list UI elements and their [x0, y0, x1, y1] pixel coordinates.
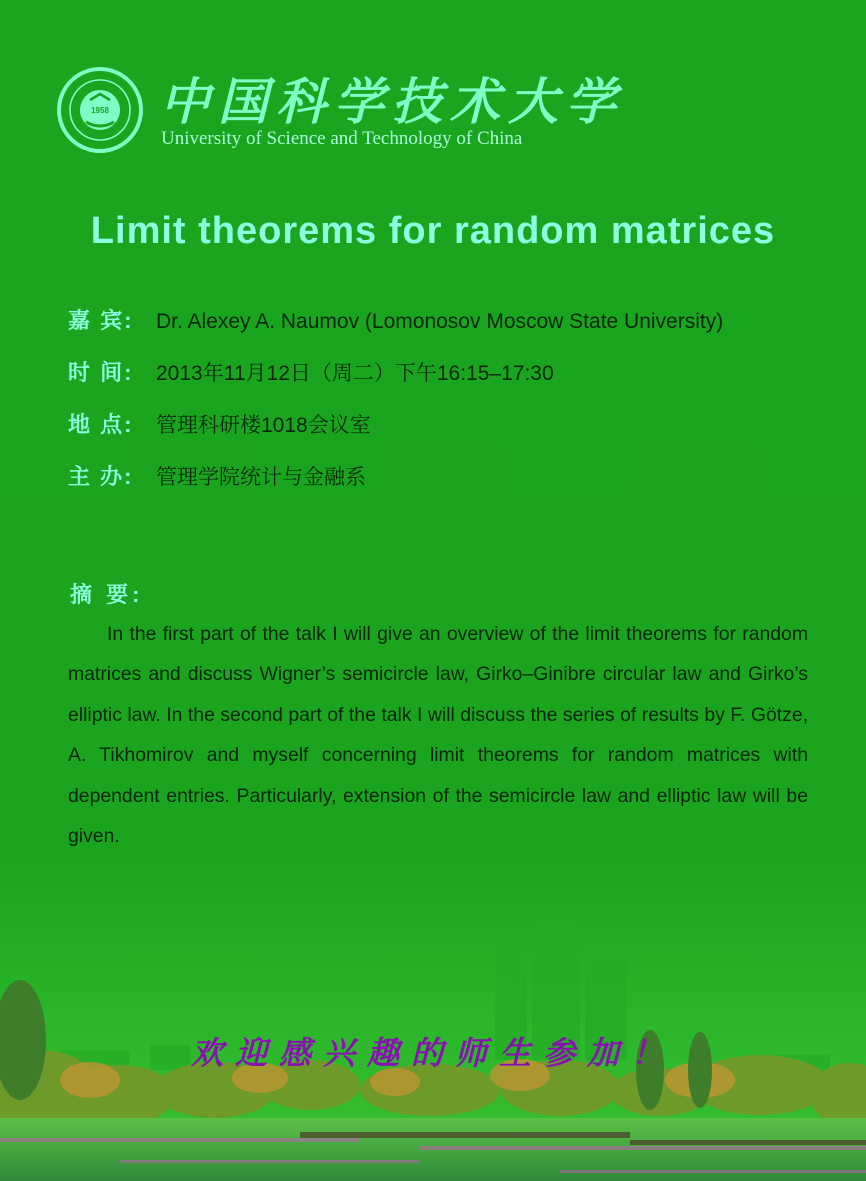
info-row-host — [68, 460, 366, 492]
abstract-label: 摘 要: — [70, 582, 144, 607]
university-name-chinese: 中国科学技术大学 — [160, 72, 624, 131]
university-seal-icon — [56, 66, 144, 154]
university-name-english: University of Science and Technology of China — [161, 128, 523, 149]
info-value-host: 管理学院统计与金融系 — [156, 466, 366, 489]
info-row-time — [68, 356, 554, 388]
abstract-text: In the first part of the talk I will give an overview of the limit theorems for random matrices and discuss Wigner’s semicircle law, Girko–Ginibre circular law and Girko’s elliptic law. In the second part of the talk I will discuss the series of results by F. Götze, A. Tikhomirov and myself concerning limit theorems for random matrices with dependent entries. Particularly, extension of the semicircle law and elliptic law will be given. — [68, 623, 808, 848]
info-label-time: 时 间: — [68, 360, 134, 385]
info-row-location — [68, 408, 371, 440]
info-value-guest: Dr. Alexey A. Naumov (Lomonosov Moscow State University) — [156, 310, 724, 333]
welcome-message: 欢迎感兴趣的师生参加！ — [190, 1034, 675, 1072]
info-label-host: 主 办: — [68, 464, 134, 489]
talk-title: Limit theorems for random matrices — [90, 210, 776, 252]
info-value-time: 2013年11月12日（周二）下午16:15–17:30 — [156, 362, 554, 385]
info-value-location: 管理科研楼1018会议室 — [156, 414, 371, 437]
info-row-guest — [68, 304, 723, 336]
seal-year: 1958 — [91, 106, 109, 115]
info-label-guest: 嘉 宾: — [68, 308, 134, 333]
info-label-location: 地 点: — [68, 412, 134, 437]
